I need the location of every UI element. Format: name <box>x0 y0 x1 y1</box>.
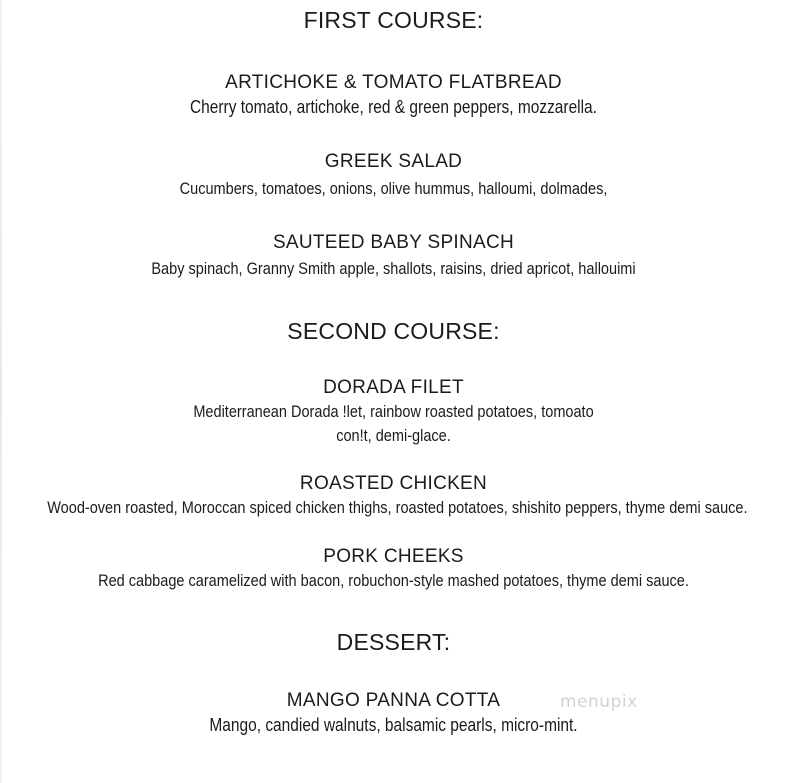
section-heading-first-course: FIRST COURSE: <box>303 7 484 33</box>
dish-name-greek-salad: GREEK SALAD <box>324 151 463 172</box>
dish-description-pork-cheeks: Red cabbage caramelized with bacon, robuchon-style mashed potatoes, thyme demi sauce. <box>98 572 689 590</box>
section-heading-second-course: SECOND COURSE: <box>287 318 500 344</box>
dish-name-roasted-chicken: ROASTED CHICKEN <box>299 473 488 494</box>
dish-description-dorada-filet-line-1: Mediterranean Dorada !let, rainbow roasted potatoes, tomoato <box>193 403 594 421</box>
dish-description-greek-salad: Cucumbers, tomatoes, onions, olive hummus, halloumi, dolmades, <box>179 180 608 198</box>
dish-description-sauteed-baby-spinach: Baby spinach, Granny Smith apple, shallots, raisins, dried apricot, hallouimi <box>151 260 636 278</box>
dish-description-artichoke-tomato-flatbread: Cherry tomato, artichoke, red & green peppers, mozzarella. <box>190 97 597 117</box>
dish-description-mango-panna-cotta: Mango, candied walnuts, balsamic pearls, micro-mint. <box>209 715 578 735</box>
dish-name-dorada-filet: DORADA FILET <box>323 377 464 398</box>
dish-name-mango-panna-cotta: MANGO PANNA COTTA <box>286 690 501 711</box>
section-heading-dessert: DESSERT: <box>336 629 451 655</box>
watermark: menupix <box>560 692 638 712</box>
dish-description-dorada-filet-line-2: con!t, demi-glace. <box>336 427 451 445</box>
dish-name-artichoke-tomato-flatbread: ARTICHOKE & TOMATO FLATBREAD <box>225 72 562 93</box>
dish-name-sauteed-baby-spinach: SAUTEED BABY SPINACH <box>272 232 515 253</box>
dish-description-roasted-chicken: Wood-oven roasted, Moroccan spiced chicken thighs, roasted potatoes, shishito peppers, thyme demi sauce. <box>47 499 748 517</box>
dish-name-pork-cheeks: PORK CHEEKS <box>323 546 464 567</box>
